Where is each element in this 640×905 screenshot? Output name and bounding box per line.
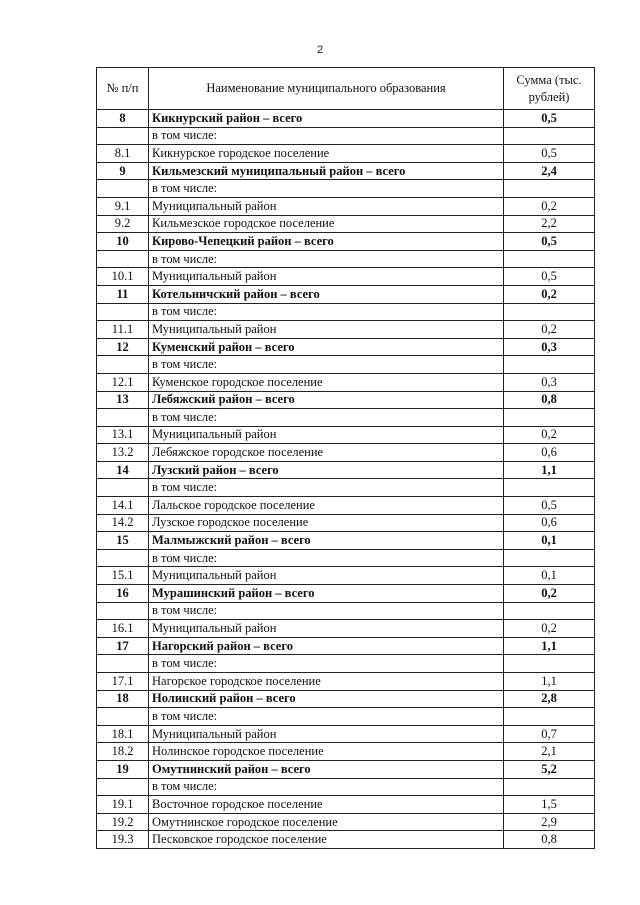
header-sum: Сумма (тыс. рублей) [504, 68, 595, 110]
row-number: 14.1 [97, 497, 149, 515]
row-sum: 2,4 [504, 162, 595, 180]
table-row [97, 180, 595, 198]
table-header-row [97, 68, 595, 110]
row-number: 9 [97, 162, 149, 180]
row-number: 16.1 [97, 620, 149, 638]
table-row [97, 215, 595, 233]
table-body [97, 110, 595, 849]
row-number [97, 180, 149, 198]
row-name: Омутнинский район – всего [149, 760, 504, 778]
row-number [97, 655, 149, 673]
row-sum: 0,5 [504, 268, 595, 286]
row-sum: 0,1 [504, 532, 595, 550]
row-number: 15.1 [97, 567, 149, 585]
row-name: Лузский район – всего [149, 461, 504, 479]
row-number: 12 [97, 338, 149, 356]
row-number: 12.1 [97, 373, 149, 391]
row-name: Лебяжское городское поселение [149, 444, 504, 462]
row-sum: 0,8 [504, 831, 595, 849]
row-sum: 0,3 [504, 338, 595, 356]
row-number: 19.3 [97, 831, 149, 849]
table-row [97, 796, 595, 814]
table-row [97, 479, 595, 497]
row-sum [504, 303, 595, 321]
table-row [97, 602, 595, 620]
row-sum: 0,8 [504, 391, 595, 409]
row-number: 15 [97, 532, 149, 550]
row-name: Нагорское городское поселение [149, 673, 504, 691]
table-row [97, 268, 595, 286]
row-name: Лебяжский район – всего [149, 391, 504, 409]
table-row [97, 549, 595, 567]
table-row [97, 409, 595, 427]
row-number: 18.1 [97, 725, 149, 743]
row-sum: 1,1 [504, 673, 595, 691]
row-sum: 1,1 [504, 461, 595, 479]
row-name: Песковское городское поселение [149, 831, 504, 849]
table-row [97, 708, 595, 726]
row-name: Восточное городское поселение [149, 796, 504, 814]
row-name: Кильмезское городское поселение [149, 215, 504, 233]
row-sum [504, 356, 595, 374]
table-row [97, 620, 595, 638]
row-name: Муниципальный район [149, 197, 504, 215]
row-name: в том числе: [149, 708, 504, 726]
table-row [97, 110, 595, 128]
row-name: Кирово-Чепецкий район – всего [149, 233, 504, 251]
row-number: 10 [97, 233, 149, 251]
row-sum: 2,1 [504, 743, 595, 761]
row-sum: 0,3 [504, 373, 595, 391]
row-number: 18 [97, 690, 149, 708]
table-row [97, 725, 595, 743]
row-number [97, 479, 149, 497]
row-sum: 0,6 [504, 514, 595, 532]
table-row [97, 426, 595, 444]
table-row [97, 514, 595, 532]
row-name: Муниципальный район [149, 725, 504, 743]
row-number: 19.1 [97, 796, 149, 814]
table-row [97, 567, 595, 585]
table-row [97, 145, 595, 163]
row-name: Омутнинское городское поселение [149, 813, 504, 831]
row-name: в том числе: [149, 549, 504, 567]
table-row [97, 197, 595, 215]
header-municipality: Наименование муниципального образования [149, 68, 504, 110]
row-name: Муниципальный район [149, 620, 504, 638]
table-row [97, 338, 595, 356]
row-name: в том числе: [149, 778, 504, 796]
row-number: 8.1 [97, 145, 149, 163]
table-row [97, 831, 595, 849]
row-sum: 0,5 [504, 233, 595, 251]
row-name: в том числе: [149, 180, 504, 198]
row-number [97, 602, 149, 620]
row-number: 14.2 [97, 514, 149, 532]
row-name: Кильмезский муниципальный район – всего [149, 162, 504, 180]
row-name: Кикнурский район – всего [149, 110, 504, 128]
table-row [97, 673, 595, 691]
row-name: Лузское городское поселение [149, 514, 504, 532]
row-name: в том числе: [149, 409, 504, 427]
row-sum [504, 602, 595, 620]
table-row [97, 461, 595, 479]
budget-table [96, 67, 595, 849]
row-name: Котельничский район – всего [149, 285, 504, 303]
row-name: Нагорский район – всего [149, 637, 504, 655]
table-row [97, 743, 595, 761]
row-number [97, 356, 149, 374]
row-number: 13.2 [97, 444, 149, 462]
table-row [97, 760, 595, 778]
row-sum: 0,1 [504, 567, 595, 585]
table-row [97, 233, 595, 251]
row-number [97, 303, 149, 321]
row-number: 14 [97, 461, 149, 479]
row-sum: 5,2 [504, 760, 595, 778]
table-row [97, 532, 595, 550]
row-sum: 0,2 [504, 285, 595, 303]
row-name: Нолинское городское поселение [149, 743, 504, 761]
row-sum [504, 549, 595, 567]
row-sum: 0,2 [504, 197, 595, 215]
row-name: в том числе: [149, 303, 504, 321]
row-sum [504, 708, 595, 726]
row-number: 11.1 [97, 321, 149, 339]
table-row [97, 127, 595, 145]
row-name: в том числе: [149, 602, 504, 620]
row-name: Куменское городское поселение [149, 373, 504, 391]
row-sum: 0,5 [504, 110, 595, 128]
row-number [97, 778, 149, 796]
table-row [97, 356, 595, 374]
row-number: 17.1 [97, 673, 149, 691]
header-number: № п/п [97, 68, 149, 110]
table-row [97, 813, 595, 831]
table-row [97, 585, 595, 603]
row-name: Мурашинский район – всего [149, 585, 504, 603]
row-number: 19 [97, 760, 149, 778]
table-row [97, 497, 595, 515]
row-sum: 2,8 [504, 690, 595, 708]
row-sum [504, 180, 595, 198]
row-sum: 0,7 [504, 725, 595, 743]
row-number: 13 [97, 391, 149, 409]
row-name: Малмыжский район – всего [149, 532, 504, 550]
row-name: Муниципальный район [149, 426, 504, 444]
row-sum [504, 127, 595, 145]
table-row [97, 250, 595, 268]
table-row [97, 303, 595, 321]
row-number [97, 127, 149, 145]
row-number: 13.1 [97, 426, 149, 444]
row-name: Куменский район – всего [149, 338, 504, 356]
row-sum: 1,1 [504, 637, 595, 655]
row-sum: 1,5 [504, 796, 595, 814]
row-name: Нолинский район – всего [149, 690, 504, 708]
row-sum: 0,2 [504, 585, 595, 603]
row-number [97, 549, 149, 567]
row-sum: 2,2 [504, 215, 595, 233]
row-sum [504, 250, 595, 268]
table-row [97, 637, 595, 655]
table-row [97, 373, 595, 391]
table-row [97, 285, 595, 303]
table-row [97, 162, 595, 180]
row-name: Кикнурское городское поселение [149, 145, 504, 163]
row-sum: 0,5 [504, 497, 595, 515]
row-name: в том числе: [149, 655, 504, 673]
row-sum: 0,2 [504, 321, 595, 339]
table-row [97, 321, 595, 339]
row-number: 16 [97, 585, 149, 603]
table-row [97, 391, 595, 409]
table-row [97, 690, 595, 708]
table-row [97, 444, 595, 462]
row-number: 9.2 [97, 215, 149, 233]
row-sum [504, 655, 595, 673]
page-number: 2 [316, 44, 324, 56]
row-sum: 0,6 [504, 444, 595, 462]
row-number [97, 409, 149, 427]
row-sum [504, 409, 595, 427]
row-number: 9.1 [97, 197, 149, 215]
row-name: Муниципальный район [149, 321, 504, 339]
row-number: 8 [97, 110, 149, 128]
row-number: 19.2 [97, 813, 149, 831]
row-name: Муниципальный район [149, 567, 504, 585]
row-number: 11 [97, 285, 149, 303]
row-number: 17 [97, 637, 149, 655]
row-sum: 0,2 [504, 426, 595, 444]
row-sum: 2,9 [504, 813, 595, 831]
row-number [97, 250, 149, 268]
row-name: Лальское городское поселение [149, 497, 504, 515]
row-number: 10.1 [97, 268, 149, 286]
row-sum [504, 479, 595, 497]
row-name: в том числе: [149, 250, 504, 268]
row-name: в том числе: [149, 479, 504, 497]
row-number [97, 708, 149, 726]
row-number: 18.2 [97, 743, 149, 761]
table-row [97, 778, 595, 796]
row-name: в том числе: [149, 127, 504, 145]
row-name: Муниципальный район [149, 268, 504, 286]
table-row [97, 655, 595, 673]
row-name: в том числе: [149, 356, 504, 374]
row-sum: 0,5 [504, 145, 595, 163]
row-sum: 0,2 [504, 620, 595, 638]
row-sum [504, 778, 595, 796]
